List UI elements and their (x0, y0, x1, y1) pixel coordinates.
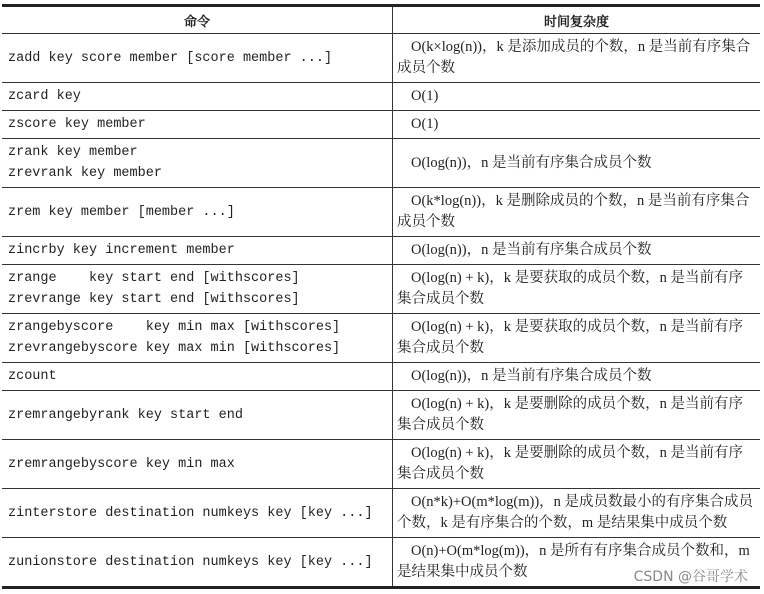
table-row (2, 188, 760, 237)
header-command: 命令 (2, 6, 393, 34)
table-row (2, 489, 760, 538)
complexity-cell: O(log(n) + k)，k 是要获取的成员个数，n 是当前有序集合成员个数 (393, 265, 761, 314)
complexity-cell: O(1) (393, 83, 761, 111)
header-complexity: 时间复杂度 (393, 6, 761, 34)
command-cell: zscore key member (2, 111, 393, 139)
table-row (2, 391, 760, 440)
complexity-cell: O(1) (393, 111, 761, 139)
table-row (2, 34, 760, 83)
table-row (2, 314, 760, 363)
table-row (2, 265, 760, 314)
table-header-row (2, 6, 760, 34)
complexity-cell: O(n*k)+O(m*log(m))，n 是成员数最小的有序集合成员个数，k 是有序集合的个数，m 是结果集中成员个数 (393, 489, 761, 538)
complexity-cell: O(log(n))，n 是当前有序集合成员个数 (393, 139, 761, 188)
complexity-cell: O(n)+O(m*log(m))，n 是所有有序集合成员个数和，m 是结果集中成员个数 (393, 538, 761, 588)
command-cell: zrangebyscore key min max [withscores] zrevrangebyscore key max min [withscores] (2, 314, 393, 363)
command-cell: zrange key start end [withscores] zrevrange key start end [withscores] (2, 265, 393, 314)
complexity-cell: O(k×log(n))，k 是添加成员的个数，n 是当前有序集合成员个数 (393, 34, 761, 83)
table-row (2, 363, 760, 391)
complexity-cell: O(log(n) + k)，k 是要获取的成员个数，n 是当前有序集合成员个数 (393, 314, 761, 363)
complexity-cell: O(log(n))，n 是当前有序集合成员个数 (393, 237, 761, 265)
command-cell: zremrangebyscore key min max (2, 440, 393, 489)
table-row (2, 440, 760, 489)
command-cell: zcard key (2, 83, 393, 111)
command-cell: zrank key member zrevrank key member (2, 139, 393, 188)
table-row (2, 83, 760, 111)
command-cell: zinterstore destination numkeys key [key ...] (2, 489, 393, 538)
complexity-cell: O(k*log(n))，k 是删除成员的个数，n 是当前有序集合成员个数 (393, 188, 761, 237)
command-cell: zremrangebyrank key start end (2, 391, 393, 440)
table-row (2, 237, 760, 265)
command-cell: zincrby key increment member (2, 237, 393, 265)
table-row (2, 111, 760, 139)
watermark: CSDN @谷哥学术 (633, 569, 748, 585)
complexity-cell: O(log(n) + k)，k 是要删除的成员个数，n 是当前有序集合成员个数 (393, 391, 761, 440)
command-cell: zcount (2, 363, 393, 391)
command-cell: zunionstore destination numkeys key [key ...] (2, 538, 393, 588)
table-row (2, 139, 760, 188)
zset-command-complexity-table (2, 4, 760, 589)
complexity-cell: O(log(n))，n 是当前有序集合成员个数 (393, 363, 761, 391)
command-cell: zadd key score member [score member ...] (2, 34, 393, 83)
complexity-cell: O(log(n) + k)，k 是要删除的成员个数，n 是当前有序集合成员个数 (393, 440, 761, 489)
command-cell: zrem key member [member ...] (2, 188, 393, 237)
